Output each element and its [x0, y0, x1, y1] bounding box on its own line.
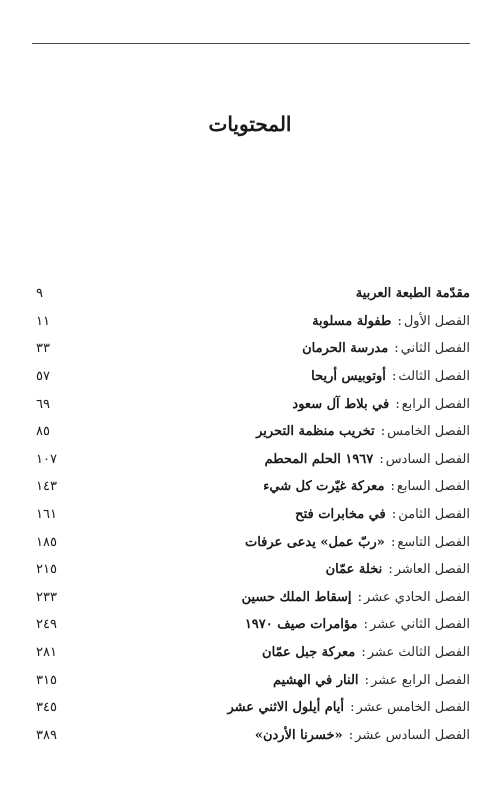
chapter-separator: :	[360, 672, 370, 688]
chapter-label: الفصل السادس	[385, 451, 470, 467]
toc-entry-text	[255, 728, 470, 743]
toc-entry	[36, 390, 470, 418]
page-number: ٥٧	[36, 369, 50, 385]
toc-entry	[36, 280, 470, 308]
chapter-label: الفصل السابع	[396, 479, 470, 495]
page-number: ١٠٧	[36, 451, 57, 467]
page-title: المحتويات	[208, 112, 292, 136]
page-number: ١٤٣	[36, 479, 57, 495]
chapter-label: الفصل الرابع عشر	[371, 672, 470, 688]
toc-entry-text	[311, 369, 470, 384]
chapter-title: في مخابرات فتح	[295, 507, 386, 523]
chapter-separator: :	[386, 534, 396, 550]
toc-entry	[36, 308, 470, 336]
table-of-contents	[36, 280, 470, 749]
page-number: ٣٤٥	[36, 700, 57, 716]
page-number: ١١	[36, 313, 50, 329]
chapter-separator: :	[353, 589, 363, 605]
chapter-separator: :	[387, 507, 397, 523]
page-number: ٢٨١	[36, 645, 57, 661]
chapter-title: معركة غيّرت كل شيء	[263, 479, 385, 495]
chapter-label: الفصل الرابع	[401, 396, 470, 412]
chapter-title: مقدّمة الطبعة العربية	[355, 286, 470, 302]
toc-entry-text	[256, 424, 470, 439]
chapter-separator: :	[344, 727, 354, 743]
toc-entry-text	[292, 397, 470, 412]
chapter-separator: :	[376, 424, 386, 440]
top-divider	[32, 43, 470, 44]
toc-entry	[36, 335, 470, 363]
toc-entry-text	[228, 700, 471, 715]
page-number: ١٦١	[36, 507, 57, 523]
chapter-title: النار في الهشيم	[272, 672, 359, 688]
chapter-label: الفصل الثاني	[400, 341, 470, 357]
toc-entry	[36, 694, 470, 722]
chapter-label: الفصل الثالث عشر	[367, 645, 470, 661]
chapter-label: الفصل الخامس	[387, 424, 470, 440]
chapter-separator: :	[384, 562, 393, 578]
chapter-title: معركة جبل عمّان	[262, 645, 356, 661]
toc-entry	[36, 639, 470, 667]
toc-entry-text	[356, 286, 470, 301]
page-number: ٣١٥	[36, 672, 57, 688]
toc-entry-text	[265, 452, 470, 467]
toc-entry	[36, 556, 470, 584]
chapter-title: في بلاط آل سعود	[292, 396, 390, 412]
page-number: ٢١٥	[36, 562, 57, 578]
toc-entry-text	[262, 645, 470, 660]
chapter-label: الفصل الأول	[403, 313, 470, 329]
chapter-title: مدرسة الحرمان	[302, 341, 389, 357]
toc-entry	[36, 473, 470, 501]
chapter-label: الفصل الحادي عشر	[364, 589, 470, 605]
toc-entry-text	[295, 507, 470, 522]
toc-entry-text	[302, 341, 470, 356]
chapter-label: الفصل الثامن	[398, 507, 470, 523]
toc-entry-text	[273, 673, 470, 688]
chapter-label: الفصل التاسع	[397, 534, 470, 550]
chapter-label: الفصل العاشر	[394, 562, 470, 578]
chapter-title: أوتوبيس أريحا	[311, 369, 386, 385]
page-number: ٣٨٩	[36, 727, 57, 743]
toc-entry	[36, 584, 470, 612]
chapter-title: طفولة مسلوبة	[312, 313, 392, 329]
chapter-label: الفصل الثالث	[398, 369, 470, 385]
toc-entry	[36, 418, 470, 446]
chapter-title: ١٩٦٧ الحلم المحطم	[264, 451, 374, 467]
chapter-separator: :	[387, 369, 397, 385]
toc-entry	[36, 611, 470, 639]
page-number: ٢٤٩	[36, 617, 57, 633]
toc-entry-text	[326, 562, 470, 577]
chapter-separator: :	[390, 341, 399, 357]
chapter-title: إسقاط الملك حسين	[241, 589, 352, 605]
page-number: ٦٩	[36, 396, 50, 412]
page-number: ١٨٥	[36, 534, 57, 550]
chapter-title: تخريب منظمة التحرير	[256, 424, 375, 440]
page-number: ٨٥	[36, 424, 50, 440]
chapter-title: «ربّ عمل» يدعى عرفات	[244, 534, 385, 550]
toc-entry-text	[245, 617, 470, 632]
toc-entry-text	[263, 479, 470, 494]
toc-entry	[36, 666, 470, 694]
chapter-title: نخلة عمّان	[325, 562, 383, 578]
toc-entry-text	[242, 590, 470, 605]
toc-entry	[36, 363, 470, 391]
chapter-label: الفصل الثاني عشر	[370, 617, 470, 633]
page-number: ٣٣	[36, 341, 50, 357]
toc-entry	[36, 501, 470, 529]
page-number: ٩	[36, 286, 43, 302]
page-number: ٢٣٣	[36, 589, 57, 605]
toc-entry-text	[312, 314, 470, 329]
chapter-title: «خسرنا الأردن»	[254, 727, 343, 743]
chapter-separator: :	[357, 645, 366, 661]
chapter-separator: :	[375, 451, 384, 467]
chapter-separator: :	[391, 396, 400, 412]
chapter-title: مؤامرات صيف ١٩٧٠	[244, 617, 358, 633]
toc-entry	[36, 446, 470, 474]
toc-entry	[36, 722, 470, 750]
chapter-separator: :	[359, 617, 369, 633]
chapter-separator: :	[386, 479, 395, 495]
toc-entry-text	[245, 535, 470, 550]
toc-entry	[36, 528, 470, 556]
chapter-label: الفصل السادس عشر	[355, 727, 470, 743]
chapter-separator: :	[393, 313, 402, 329]
chapter-separator: :	[345, 700, 355, 716]
chapter-label: الفصل الخامس عشر	[356, 700, 470, 716]
chapter-title: أيام أيلول الاثني عشر	[227, 700, 344, 716]
